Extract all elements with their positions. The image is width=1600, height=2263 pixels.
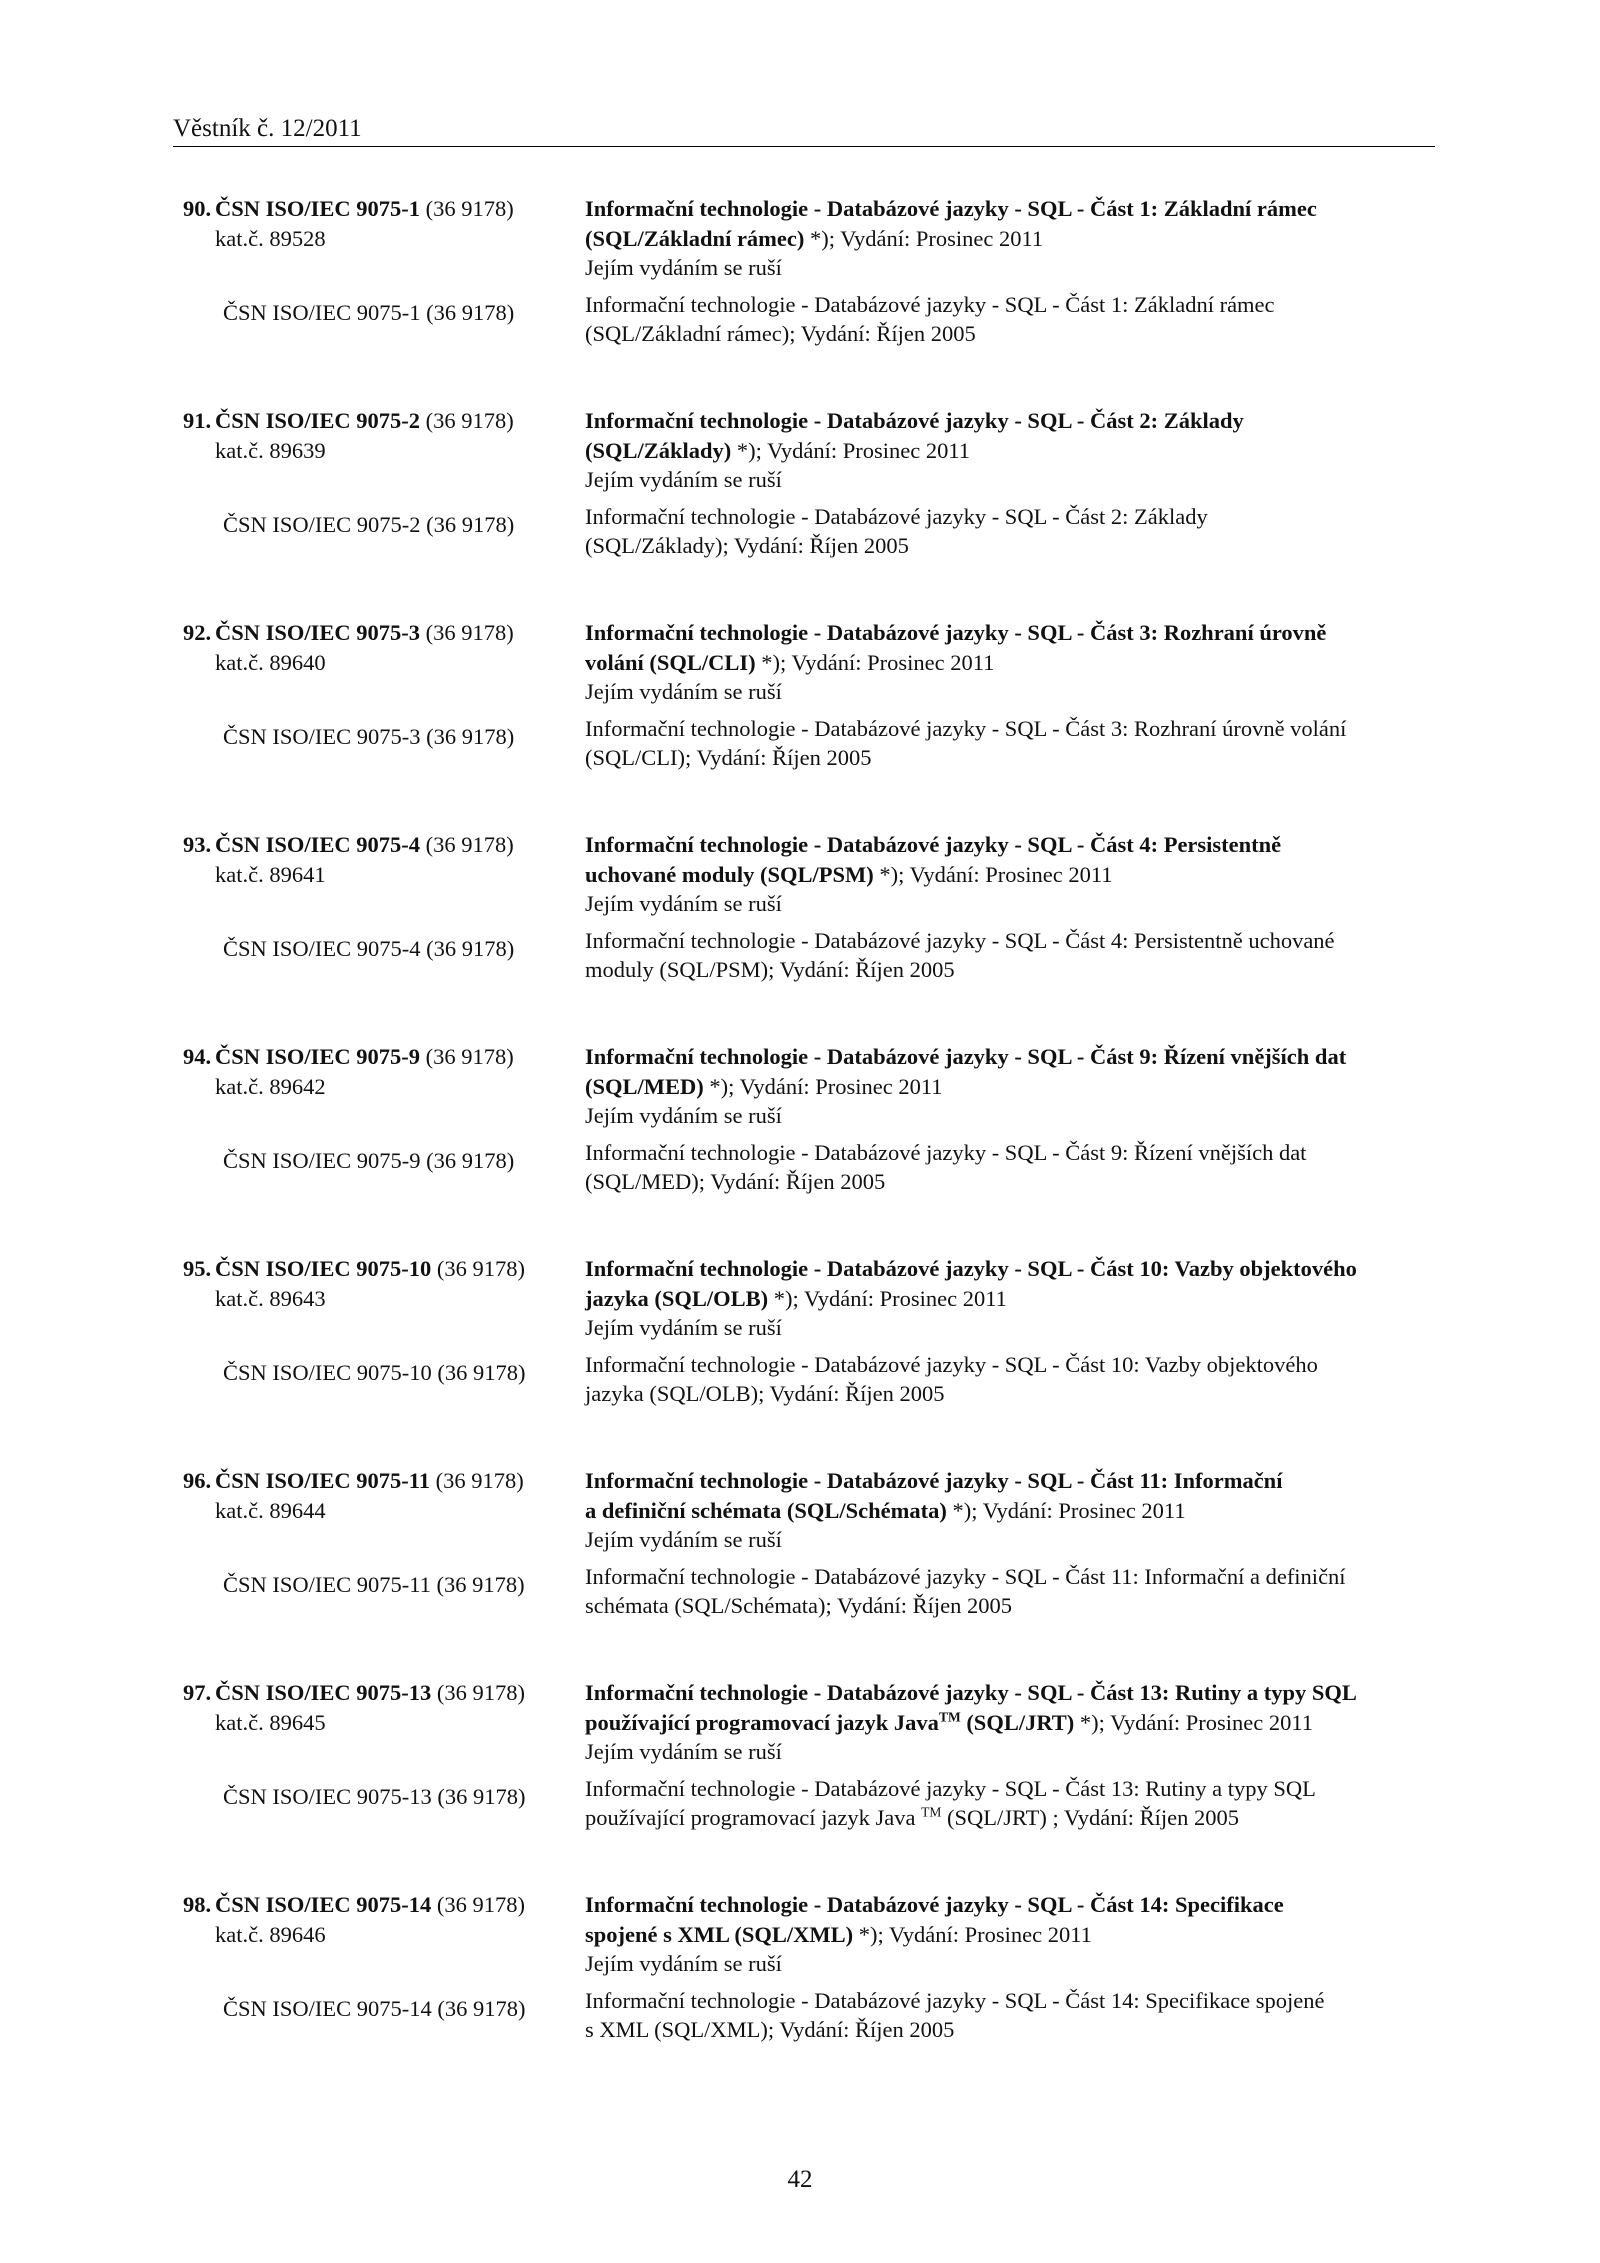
entry-id-column: [183, 1890, 583, 1949]
page-number: 42: [787, 2166, 813, 2193]
cancellation-note: Jejím vydáním se ruší: [585, 891, 782, 916]
catalog-number: kat.č. 89646: [215, 1921, 326, 1947]
replaced-title: Informační technologie - Databázové jazyky - SQL - Část 4: Persistentně uchované: [585, 927, 1335, 953]
standard-title-cont: spojené s XML (SQL/XML): [585, 1921, 854, 1947]
catalog-number: kat.č. 89645: [215, 1709, 326, 1735]
edition-info: *); Vydání: Prosinec 2011: [946, 1497, 1186, 1523]
catalog-number: kat.č. 89528: [215, 225, 326, 251]
standard-code: ČSN ISO/IEC 9075-13: [215, 1680, 432, 1705]
cancellation-note: Jejím vydáním se ruší: [585, 255, 782, 280]
standard-entry: [0, 830, 1600, 1042]
standard-entry: [0, 1254, 1600, 1466]
standard-code: ČSN ISO/IEC 9075-1: [215, 196, 421, 221]
standard-title: Informační technologie - Databázové jazyky - SQL - Část 14: Specifikace: [585, 1892, 1284, 1917]
standard-title: Informační technologie - Databázové jazyky - SQL - Část 4: Persistentně: [585, 832, 1282, 857]
entry-title-column: [585, 1466, 1435, 1621]
classification-code: (36 9178): [425, 620, 514, 645]
standard-title-cont: (SQL/Základy): [585, 437, 732, 463]
replaced-standard-code: ČSN ISO/IEC 9075-14 (36 9178): [223, 1996, 526, 2021]
cancellation-note: Jejím vydáním se ruší: [585, 467, 782, 492]
catalog-number: kat.č. 89642: [215, 1073, 326, 1099]
catalog-number: kat.č. 89640: [215, 649, 326, 675]
entry-id-column: [183, 194, 583, 253]
standard-entry: [0, 1678, 1600, 1890]
standard-title-cont: (SQL/MED): [585, 1073, 704, 1099]
classification-code: (36 9178): [435, 1468, 524, 1493]
standard-title: Informační technologie - Databázové jazyky - SQL - Část 10: Vazby objektového: [585, 1256, 1357, 1281]
replaced-edition: (SQL/MED); Vydání: Říjen 2005: [585, 1169, 886, 1194]
replaced-standard-code: ČSN ISO/IEC 9075-4 (36 9178): [223, 936, 515, 961]
standard-title-cont: volání (SQL/CLI): [585, 649, 756, 675]
replaced-edition: (SQL/Základní rámec); Vydání: Říjen 2005: [585, 321, 976, 346]
entry-id-column: [183, 830, 583, 889]
cancellation-note: Jejím vydáním se ruší: [585, 1527, 782, 1552]
standard-title-cont: a definiční schémata (SQL/Schémata): [585, 1497, 947, 1523]
entry-title-column: [585, 1890, 1435, 2045]
replaced-edition: [585, 1803, 1435, 1833]
replaced-title: Informační technologie - Databázové jazyky - SQL - Část 14: Specifikace spojené: [585, 1987, 1325, 2013]
edition-info: *); Vydání: Prosinec 2011: [703, 1073, 943, 1099]
standards-list: [0, 194, 1600, 2102]
cancellation-note: Jejím vydáním se ruší: [585, 679, 782, 704]
entry-number: 93.: [183, 832, 212, 857]
entry-title-column: [585, 830, 1435, 985]
entry-id-column: [183, 1042, 583, 1101]
standard-title-cont: používající programovací jazyk Java: [585, 1709, 939, 1735]
entry-title-column: [585, 1678, 1435, 1833]
entry-number: 92.: [183, 620, 212, 645]
entry-id-column: [183, 618, 583, 677]
entry-number: 90.: [183, 196, 212, 221]
classification-code: (36 9178): [436, 1892, 526, 1917]
standard-title: Informační technologie - Databázové jazyky - SQL - Část 9: Řízení vnějších dat: [585, 1044, 1347, 1069]
standard-code: ČSN ISO/IEC 9075-9: [215, 1044, 421, 1069]
cancellation-note: Jejím vydáním se ruší: [585, 1315, 782, 1340]
entry-number: 94.: [183, 1044, 212, 1069]
standard-code: ČSN ISO/IEC 9075-14: [215, 1892, 432, 1917]
replaced-standard-code: ČSN ISO/IEC 9075-13 (36 9178): [223, 1784, 526, 1809]
standard-entry: [0, 618, 1600, 830]
classification-code: (36 9178): [436, 1256, 526, 1281]
cancellation-note: Jejím vydáním se ruší: [585, 1739, 782, 1764]
header-divider: [173, 146, 1435, 147]
replaced-standard-code: ČSN ISO/IEC 9075-2 (36 9178): [223, 512, 515, 537]
entry-id-column: [183, 406, 583, 465]
classification-code: (36 9178): [425, 1044, 514, 1069]
standard-title-cont: uchované moduly (SQL/PSM): [585, 861, 874, 887]
edition-info: *); Vydání: Prosinec 2011: [853, 1921, 1092, 1947]
edition-info: *); Vydání: Prosinec 2011: [804, 225, 1044, 251]
journal-header-title: Věstník č. 12/2011: [173, 115, 362, 142]
replaced-edition: schémata (SQL/Schémata); Vydání: Říjen 2005: [585, 1593, 1012, 1618]
entry-number: 96.: [183, 1468, 212, 1493]
standard-entry: [0, 406, 1600, 618]
standard-entry: [0, 1466, 1600, 1678]
edition-info: *); Vydání: Prosinec 2011: [731, 437, 971, 463]
entry-title-column: [585, 406, 1435, 561]
classification-code: (36 9178): [425, 832, 514, 857]
replaced-edition: moduly (SQL/PSM); Vydání: Říjen 2005: [585, 957, 955, 982]
standard-code: ČSN ISO/IEC 9075-11: [215, 1468, 431, 1493]
replaced-edition: (SQL/Základy); Vydání: Říjen 2005: [585, 533, 909, 558]
entry-number: 98.: [183, 1892, 212, 1917]
standard-entry: [0, 1042, 1600, 1254]
edition-info: *); Vydání: Prosinec 2011: [1074, 1709, 1314, 1735]
replaced-edition: (SQL/CLI); Vydání: Říjen 2005: [585, 745, 872, 770]
catalog-number: kat.č. 89644: [215, 1497, 326, 1523]
standard-title-cont: jazyka (SQL/OLB): [585, 1285, 769, 1311]
replaced-edition: s XML (SQL/XML); Vydání: Říjen 2005: [585, 2017, 955, 2042]
standard-code: ČSN ISO/IEC 9075-4: [215, 832, 421, 857]
standard-title: Informační technologie - Databázové jazyky - SQL - Část 1: Základní rámec: [585, 196, 1317, 221]
replaced-title: Informační technologie - Databázové jazyky - SQL - Část 3: Rozhraní úrovně volání: [585, 715, 1347, 741]
entry-title-column: [585, 618, 1435, 773]
replaced-title: Informační technologie - Databázové jazyky - SQL - Část 10: Vazby objektového: [585, 1351, 1318, 1377]
standard-title-cont: (SQL/Základní rámec): [585, 225, 805, 251]
edition-info: *); Vydání: Prosinec 2011: [755, 649, 995, 675]
entry-id-column: [183, 1466, 583, 1525]
standard-code: ČSN ISO/IEC 9075-2: [215, 408, 421, 433]
edition-info: *); Vydání: Prosinec 2011: [873, 861, 1113, 887]
trademark-mark: TM: [938, 1709, 961, 1724]
standard-title: Informační technologie - Databázové jazyky - SQL - Část 2: Základy: [585, 408, 1244, 433]
replaced-standard-code: ČSN ISO/IEC 9075-10 (36 9178): [223, 1360, 526, 1385]
entry-number: 95.: [183, 1256, 212, 1281]
standard-entry: [0, 1890, 1600, 2102]
classification-code: (36 9178): [425, 196, 514, 221]
standard-title: Informační technologie - Databázové jazyky - SQL - Část 3: Rozhraní úrovně: [585, 620, 1327, 645]
standard-title: Informační technologie - Databázové jazyky - SQL - Část 11: Informační: [585, 1468, 1283, 1493]
cancellation-note: Jejím vydáním se ruší: [585, 1951, 782, 1976]
catalog-number: kat.č. 89639: [215, 437, 326, 463]
replaced-title: Informační technologie - Databázové jazyky - SQL - Část 1: Základní rámec: [585, 291, 1275, 317]
classification-code: (36 9178): [436, 1680, 526, 1705]
replaced-standard-code: ČSN ISO/IEC 9075-3 (36 9178): [223, 724, 515, 749]
replaced-title: Informační technologie - Databázové jazyky - SQL - Část 2: Základy: [585, 503, 1208, 529]
replaced-edition: jazyka (SQL/OLB); Vydání: Říjen 2005: [585, 1381, 945, 1406]
replaced-title: Informační technologie - Databázové jazyky - SQL - Část 11: Informační a definiční: [585, 1563, 1346, 1589]
standard-title-abbr: (SQL/JRT): [960, 1709, 1075, 1735]
standard-code: ČSN ISO/IEC 9075-3: [215, 620, 421, 645]
catalog-number: kat.č. 89641: [215, 861, 326, 887]
standard-title: Informační technologie - Databázové jazyky - SQL - Část 13: Rutiny a typy SQL: [585, 1680, 1357, 1705]
entry-title-column: [585, 1254, 1435, 1409]
entry-title-column: [585, 1042, 1435, 1197]
standard-code: ČSN ISO/IEC 9075-10: [215, 1256, 432, 1281]
edition-info: *); Vydání: Prosinec 2011: [768, 1285, 1007, 1311]
replaced-standard-code: ČSN ISO/IEC 9075-9 (36 9178): [223, 1148, 515, 1173]
entry-title-column: [585, 194, 1435, 349]
replaced-standard-code: ČSN ISO/IEC 9075-1 (36 9178): [223, 300, 515, 325]
replaced-standard-code: ČSN ISO/IEC 9075-11 (36 9178): [223, 1572, 525, 1597]
entry-id-column: [183, 1254, 583, 1313]
replaced-title: Informační technologie - Databázové jazyky - SQL - Část 9: Řízení vnějších dat: [585, 1139, 1307, 1165]
entry-id-column: [183, 1678, 583, 1737]
replaced-edition-part: používající programovací jazyk Java: [585, 1805, 922, 1830]
entry-number: 97.: [183, 1680, 212, 1705]
standard-entry: [0, 194, 1600, 406]
entry-number: 91.: [183, 408, 212, 433]
cancellation-note: Jejím vydáním se ruší: [585, 1103, 782, 1128]
trademark-mark: TM: [921, 1804, 942, 1820]
classification-code: (36 9178): [425, 408, 514, 433]
replaced-title: Informační technologie - Databázové jazyky - SQL - Část 13: Rutiny a typy SQL: [585, 1775, 1316, 1801]
catalog-number: kat.č. 89643: [215, 1285, 326, 1311]
replaced-edition-part: (SQL/JRT) ; Vydání: Říjen 2005: [941, 1805, 1239, 1830]
